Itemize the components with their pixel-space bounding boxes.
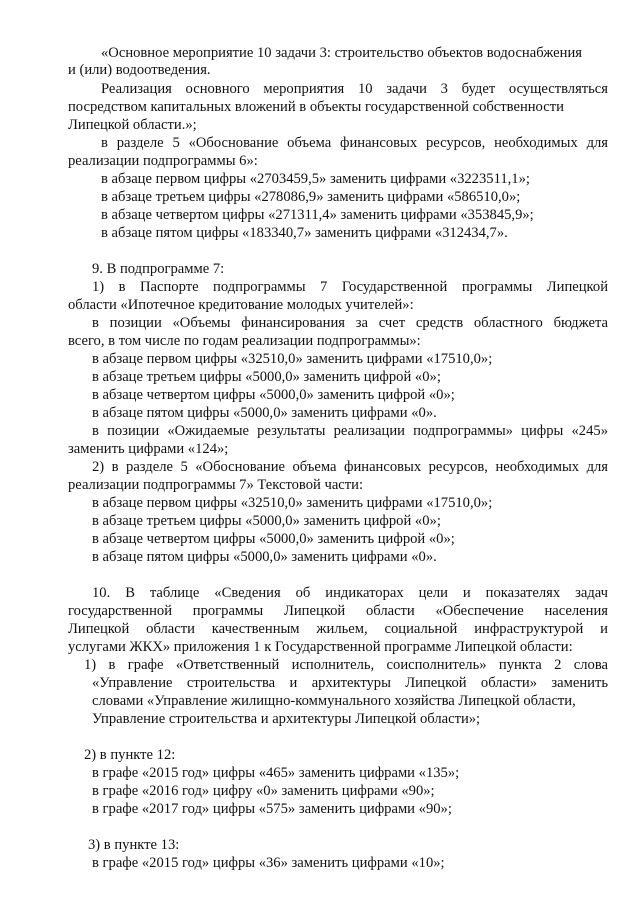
text-line: «Основное мероприятие 10 задачи 3: строительство объектов водоснабжения [101, 45, 582, 61]
text-line: реализации подпрограммы 7» Текстовой части: [68, 477, 364, 493]
text-line: в позиции «Объемы финансирования за счет средств областного бюджета [92, 315, 608, 331]
text-line: в позиции «Ожидаемые результаты реализации подпрограммы» цифры «245» [92, 423, 608, 439]
text-line: словами «Управление жилищно-коммунального хозяйства Липецкой области, [92, 693, 576, 709]
text-line: в абзаце четвертом цифры «5000,0» заменить цифрой «0»; [92, 387, 455, 403]
text-line: 3) в пункте 13: [88, 837, 180, 853]
text-line: в абзаце пятом цифры «183340,7» заменить цифрами «312434,7». [101, 225, 508, 241]
text-line: в абзаце пятом цифры «5000,0» заменить цифрами «0». [92, 405, 437, 421]
text-line: 1) в Паспорте подпрограммы 7 Государственной программы Липецкой [92, 279, 608, 295]
text-line: и (или) водоотведения. [68, 62, 211, 78]
text-line: 2) в разделе 5 «Обоснование объема финансовых ресурсов, необходимых для [92, 459, 608, 475]
text-line: всего, в том числе по годам реализации подпрограммы»: [68, 333, 421, 349]
text-line: в графе «2016 год» цифру «0» заменить цифрами «90»; [92, 783, 435, 799]
section-heading: 10. В таблице «Сведения об индикаторах цели и показателях задач [92, 585, 608, 601]
text-line: 2) в пункте 12: [84, 747, 176, 763]
text-line: услугами ЖКХ» приложения 1 к Государственной программе Липецкой области: [68, 639, 573, 655]
text-line: в абзаце первом цифры «32510,0» заменить цифрами «17510,0»; [92, 495, 493, 511]
text-line: Липецкой области качественным жильем, социальной инфраструктурой и [68, 621, 608, 637]
text-line: в абзаце первом цифры «32510,0» заменить цифрами «17510,0»; [92, 351, 493, 367]
text-line: посредством капитальных вложений в объекты государственной собственности [68, 99, 564, 115]
text-line: в абзаце первом цифры «2703459,5» заменить цифрами «3223511,1»; [101, 171, 530, 187]
text-line: Реализация основного мероприятия 10 задачи 3 будет осуществляться [101, 81, 608, 97]
text-line: заменить цифрами «124»; [68, 441, 229, 457]
text-line: в абзаце третьем цифры «5000,0» заменить цифрой «0»; [92, 369, 441, 385]
text-line: в графе «2015 год» цифры «465» заменить цифрами «135»; [92, 765, 460, 781]
text-line: области «Ипотечное кредитование молодых учителей»: [68, 297, 414, 313]
text-line: в абзаце третьем цифры «5000,0» заменить цифрой «0»; [92, 513, 441, 529]
text-line: в графе «2017 год» цифры «575» заменить цифрами «90»; [92, 801, 452, 817]
text-line: в абзаце четвертом цифры «271311,4» заменить цифрами «353845,9»; [101, 207, 534, 223]
text-line: Липецкой области.»; [68, 117, 197, 133]
text-line: в абзаце третьем цифры «278086,9» заменить цифрами «586510,0»; [101, 189, 521, 205]
text-line: в абзаце пятом цифры «5000,0» заменить цифрами «0». [92, 549, 437, 565]
text-line: в разделе 5 «Обоснование объема финансовых ресурсов, необходимых для [101, 135, 608, 151]
text-line: Управление строительства и архитектуры Липецкой области»; [92, 711, 481, 727]
text-line: 1) в графе «Ответственный исполнитель, соисполнитель» пункта 2 слова [84, 657, 608, 673]
section-heading: 9. В подпрограмме 7: [92, 261, 225, 277]
text-line: в графе «2015 год» цифры «36» заменить цифрами «10»; [92, 855, 445, 871]
text-line: государственной программы Липецкой области «Обеспечение населения [68, 603, 608, 619]
text-line: «Управление строительства и архитектуры Липецкой области» заменить [92, 675, 608, 691]
text-line: в абзаце четвертом цифры «5000,0» заменить цифрой «0»; [92, 531, 455, 547]
text-line: реализации подпрограммы 6»: [68, 153, 258, 169]
